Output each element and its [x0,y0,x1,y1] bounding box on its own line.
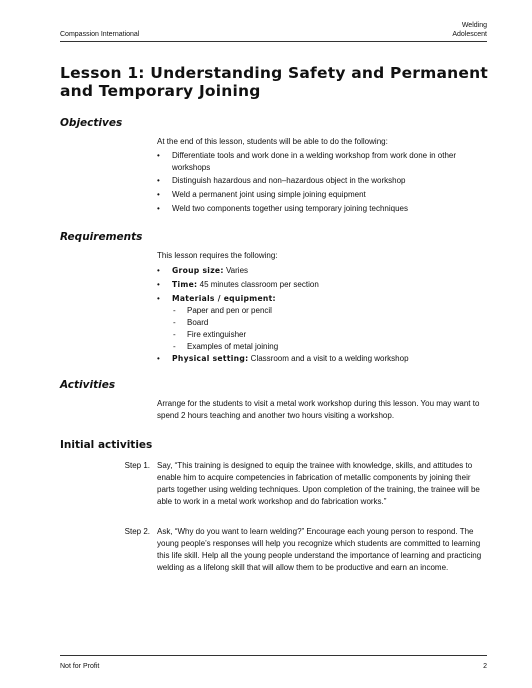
setting-label: Physical setting: [172,354,249,363]
material-item: - Paper and pen or pencil [172,305,489,317]
initial-activities-heading: Initial activities [60,439,153,451]
group-size-label: Group size: [172,266,224,275]
step-2 [100,526,489,574]
requirement-setting [157,353,489,365]
step-number: Step 1. [124,461,150,470]
objectives-list [157,150,489,215]
header-course [452,21,487,39]
objective-item: • Differentiate tools and work done in a welding workshop from work done in other workshops [157,150,489,174]
lesson-title: Lesson 1: Understanding Safety and Permanent and Temporary Joining [60,64,488,100]
material-item: - Examples of metal joining [172,341,489,353]
requirement-group-size [157,265,489,277]
requirements-list [157,265,489,365]
requirement-time [157,279,489,291]
material-item: - Board [172,317,489,329]
header-rule [60,41,487,42]
objective-item: • Weld two components together using temporary joining techniques [157,203,489,215]
objectives-intro: At the end of this lesson, students will be able to do the following: [157,137,388,146]
materials-label: Materials / equipment: [172,294,276,303]
time-value: 45 minutes classroom per section [197,280,319,289]
footer-note: Not for Profit [60,663,100,670]
material-item: - Fire extinguisher [172,329,489,341]
header-course-subject: Welding [461,22,487,29]
requirements-heading: Requirements [60,231,143,243]
time-label: Time: [172,280,198,289]
requirements-body [157,250,489,365]
activities-heading: Activities [60,379,116,391]
step-number: Step 2. [124,527,150,536]
step-text: Say, “This training is designed to equip the trainee with knowledge, skills, and attitudes to enable him to acquire competencies in fabrication of metallic components by joining their parts together using welding techniques. Upon completion of the training, the trainee will be able to work in a metal work workshop and do fabrication works.” [157,461,480,506]
materials-list [172,305,489,353]
footer-rule [60,655,487,656]
objective-item: • Distinguish hazardous and non–hazardous object in the workshop [157,175,489,187]
activities-text: Arrange for the students to visit a metal work workshop during this lesson. You may want to spend 2 hours teaching and another two hours visiting a workshop. [157,399,480,420]
requirement-materials [157,293,489,353]
setting-value: Classroom and a visit to a welding workshop [248,354,409,363]
page-number: 2 [483,663,487,670]
group-size-value: Varies [223,266,249,275]
objectives-heading: Objectives [60,117,123,129]
step-text: Ask, “Why do you want to learn welding?” Encourage each young person to respond. The young people’s responses will help you recognize which students are committed to learning this life skill. Help all the young people understand the importance of learning and practicing welding as a lifelong skill that will allow them to be productive and earn an income. [157,527,482,572]
objectives-body [157,136,489,215]
activities-body [157,398,489,422]
header-org: Compassion International [60,31,140,38]
objective-item: • Weld a permanent joint using simple joining equipment [157,189,489,201]
header-course-level: Adolescent [452,31,487,38]
step-1 [100,460,489,508]
requirements-intro: This lesson requires the following: [157,251,278,260]
